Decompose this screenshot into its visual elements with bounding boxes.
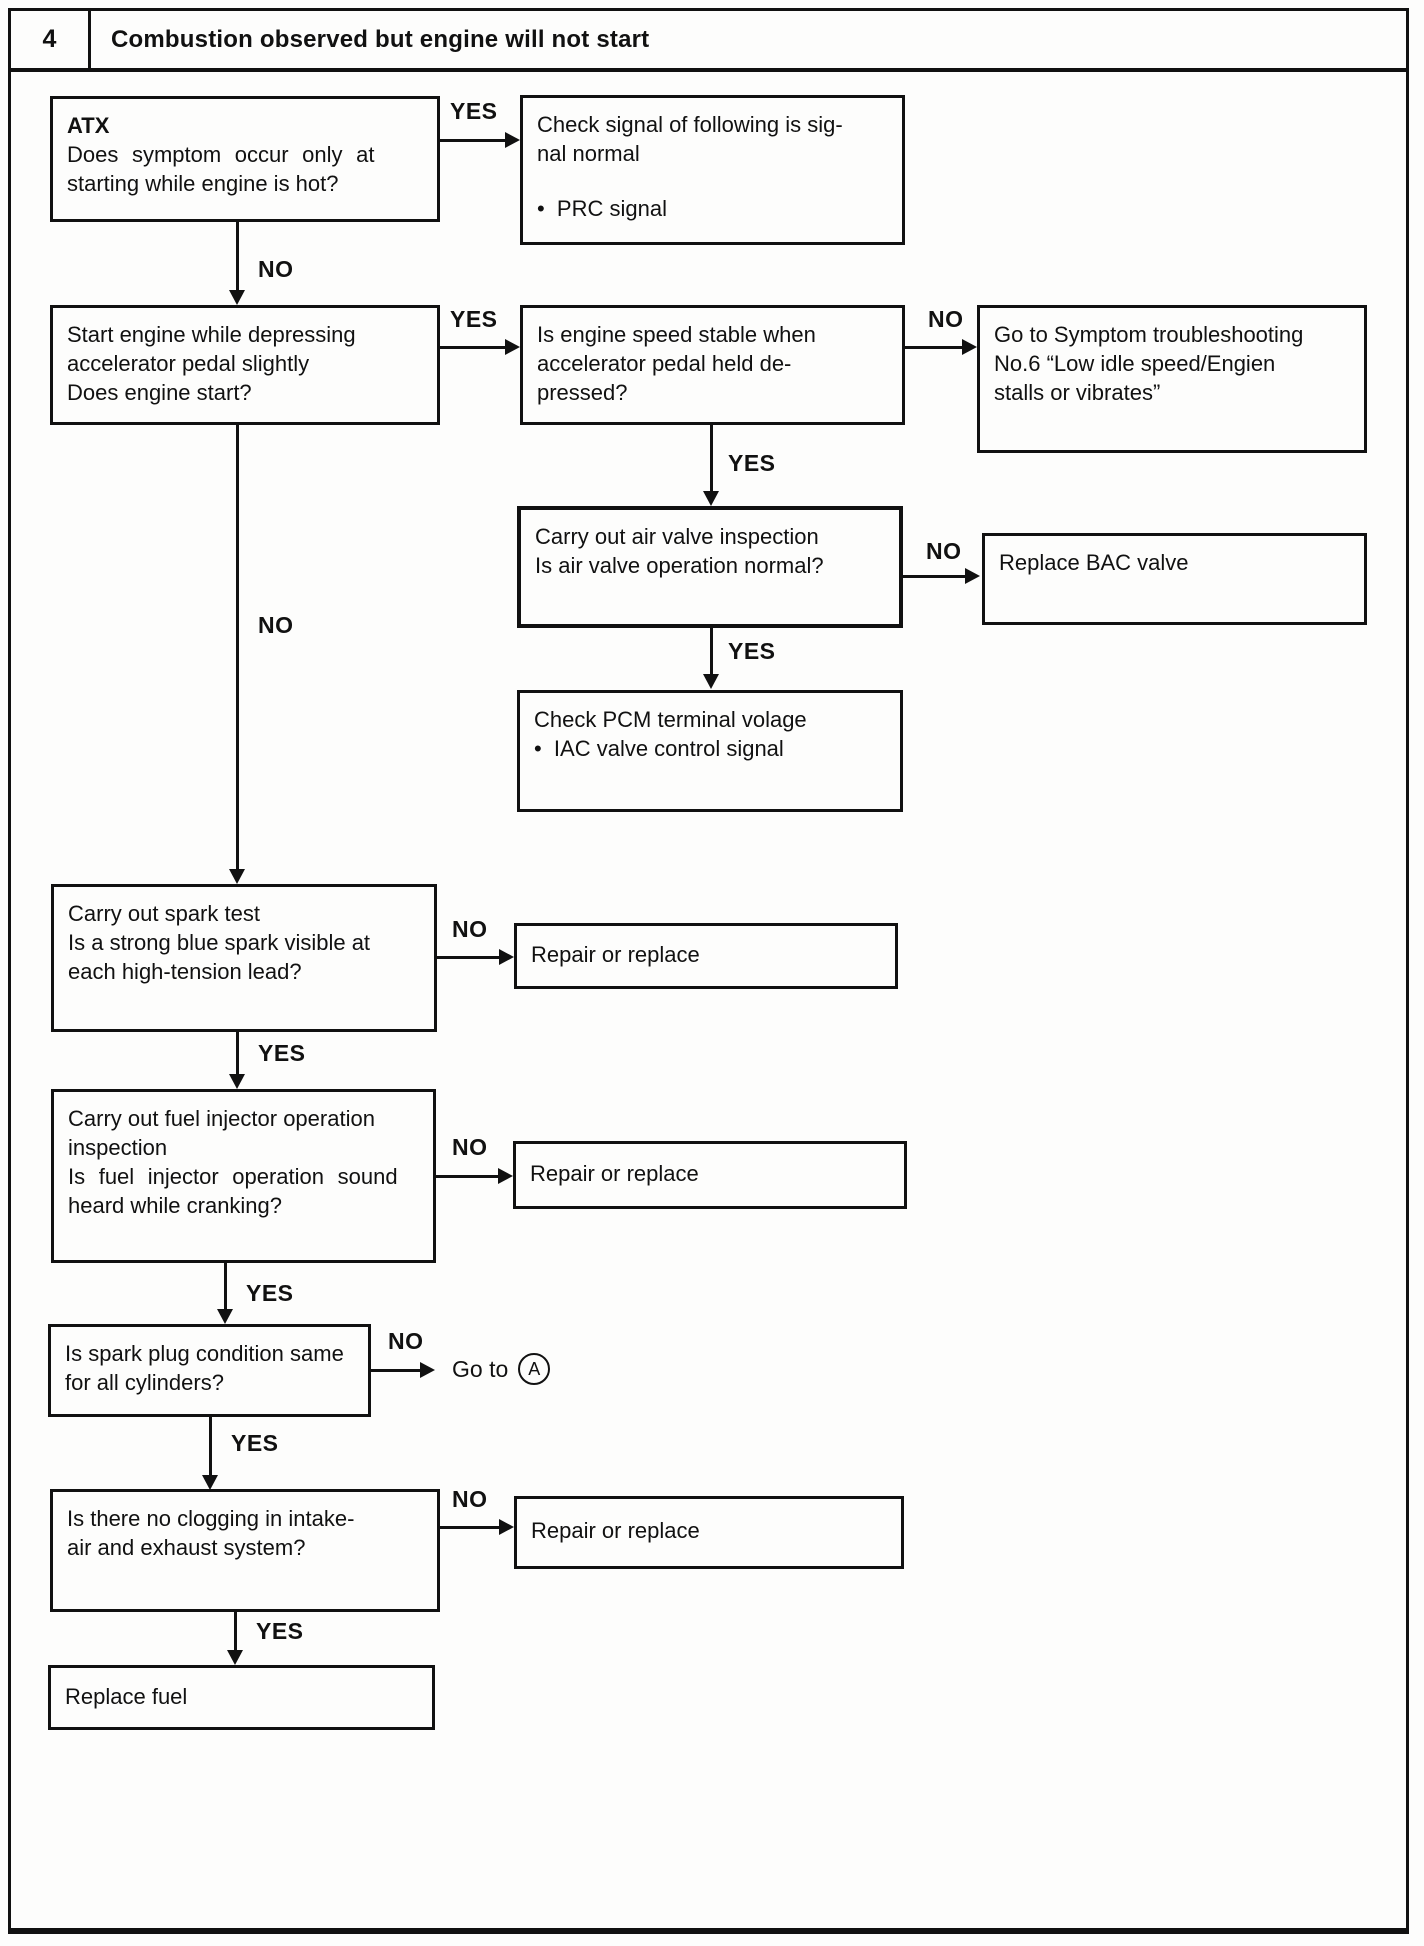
goto-a-text: Go to [452,1355,509,1382]
text-line: Check PCM terminal volage [534,707,807,732]
label-yes: YES [258,1040,306,1066]
arrow-intake-air-to-repair [440,1526,502,1529]
arrow-start-engine-to-spark-test [236,425,239,871]
text-line: Replace BAC valve [999,550,1189,575]
arrow-spark-test-to-fuel-injector [236,1032,239,1076]
text-line: Is there no clogging in intake- [67,1506,355,1531]
node-atx-question [50,96,440,222]
text-line: Go to Symptom troubleshooting [994,322,1304,347]
node-intake-air [50,1489,440,1612]
label-no: NO [928,306,964,332]
text-line: pressed? [537,380,628,405]
arrowhead-down-icon [202,1475,218,1490]
text-line: air and exhaust system? [67,1535,306,1560]
arrowhead-right-icon [962,339,977,355]
text-line: Repair or replace [530,1161,699,1186]
section-number: 4 [11,11,91,68]
arrowhead-right-icon [498,1168,513,1184]
text-line: Is a strong blue spark visible at [68,930,371,955]
label-no: NO [258,612,294,638]
label-yes: YES [231,1430,279,1456]
arrow-atx-to-start-engine [236,222,239,292]
arrow-spark-plug-to-intake-air [209,1417,212,1477]
arrowhead-down-icon [227,1650,243,1665]
arrowhead-down-icon [217,1309,233,1324]
arrowhead-down-icon [703,674,719,689]
text-line: for all cylinders? [65,1370,224,1395]
node-repair-3 [514,1496,904,1569]
bullet-line: • IAC valve control signal [534,736,784,761]
arrow-spark-plug-to-goto-a [371,1369,423,1372]
arrow-air-valve-to-check-pcm [710,628,713,676]
text-line: accelerator pedal held de- [537,351,792,376]
node-repair-1 [514,923,898,989]
arrow-start-to-engine-speed [440,346,508,349]
arrow-air-valve-to-replace-bac [903,575,968,578]
text-line: Carry out fuel injector operation [68,1106,375,1131]
node-replace-bac [982,533,1367,625]
text-line: Check signal of following is sig- [537,112,843,137]
text-line: starting while engine is hot? [67,171,339,196]
text-line: inspection [68,1135,168,1160]
arrow-spark-test-to-repair [437,956,502,959]
text-line: Is engine speed stable when [537,322,816,347]
node-goto-symptom [977,305,1367,453]
label-yes: YES [450,98,498,124]
label-no: NO [388,1328,424,1354]
label-yes: YES [256,1618,304,1644]
text-line: each high-tension lead? [68,959,302,984]
text-line: Is air valve operation normal? [535,553,824,578]
section-title: Combustion observed but engine will not start [111,25,650,53]
label-no: NO [452,1486,488,1512]
arrowhead-down-icon [229,1074,245,1089]
goto-a-reference [452,1353,550,1385]
text-line: Carry out air valve inspection [535,524,819,549]
label-no: NO [258,256,294,282]
text-line: Start engine while depressing [67,322,356,347]
arrow-fuel-injector-to-repair [436,1175,501,1178]
arrowhead-down-icon [703,491,719,506]
label-no: NO [926,538,962,564]
node-start-engine [50,305,440,425]
arrowhead-down-icon [229,869,245,884]
arrow-engine-speed-to-goto [905,346,965,349]
text-line: No.6 “Low idle speed/Engien [994,351,1276,376]
label-yes: YES [246,1280,294,1306]
text-line: stalls or vibrates” [994,380,1161,405]
arrowhead-right-icon [505,339,520,355]
text-line: Does symptom occur only at [67,142,375,167]
node-replace-fuel [48,1665,435,1730]
label-yes: YES [728,638,776,664]
arrowhead-right-icon [499,1519,514,1535]
label-no: NO [452,1134,488,1160]
arrow-atx-to-check-signal [440,139,508,142]
label-yes: YES [728,450,776,476]
arrowhead-right-icon [499,949,514,965]
text-line: Is spark plug condition same [65,1341,344,1366]
arrowhead-right-icon [965,568,980,584]
bullet-line: • PRC signal [537,196,667,221]
text-line: Does engine start? [67,380,252,405]
arrow-fuel-injector-to-spark-plug [224,1263,227,1311]
node-fuel-injector [51,1089,436,1263]
text-line: Repair or replace [531,942,700,967]
text-line: Is fuel injector operation sound [68,1164,398,1189]
text-line: nal normal [537,141,640,166]
node-check-signal [520,95,905,245]
text-line: heard while cranking? [68,1193,283,1218]
node-engine-speed [520,305,905,425]
node-air-valve [517,506,903,628]
arrowhead-right-icon [420,1362,435,1378]
label-yes: YES [450,306,498,332]
text-line: Repair or replace [531,1518,700,1543]
arrowhead-down-icon [229,290,245,305]
node-check-pcm [517,690,903,812]
node-spark-plug [48,1324,371,1417]
arrow-engine-speed-to-air-valve [710,425,713,493]
arrow-intake-air-to-replace-fuel [234,1612,237,1652]
label-no: NO [452,916,488,942]
arrowhead-right-icon [505,132,520,148]
circled-a-marker: A [518,1353,550,1385]
node-repair-2 [513,1141,907,1209]
text-line: ATX [67,113,110,138]
text-line: Replace fuel [65,1684,188,1709]
node-spark-test [51,884,437,1032]
text-line: accelerator pedal slightly [67,351,310,376]
text-line: Carry out spark test [68,901,260,926]
section-header [8,8,1409,72]
